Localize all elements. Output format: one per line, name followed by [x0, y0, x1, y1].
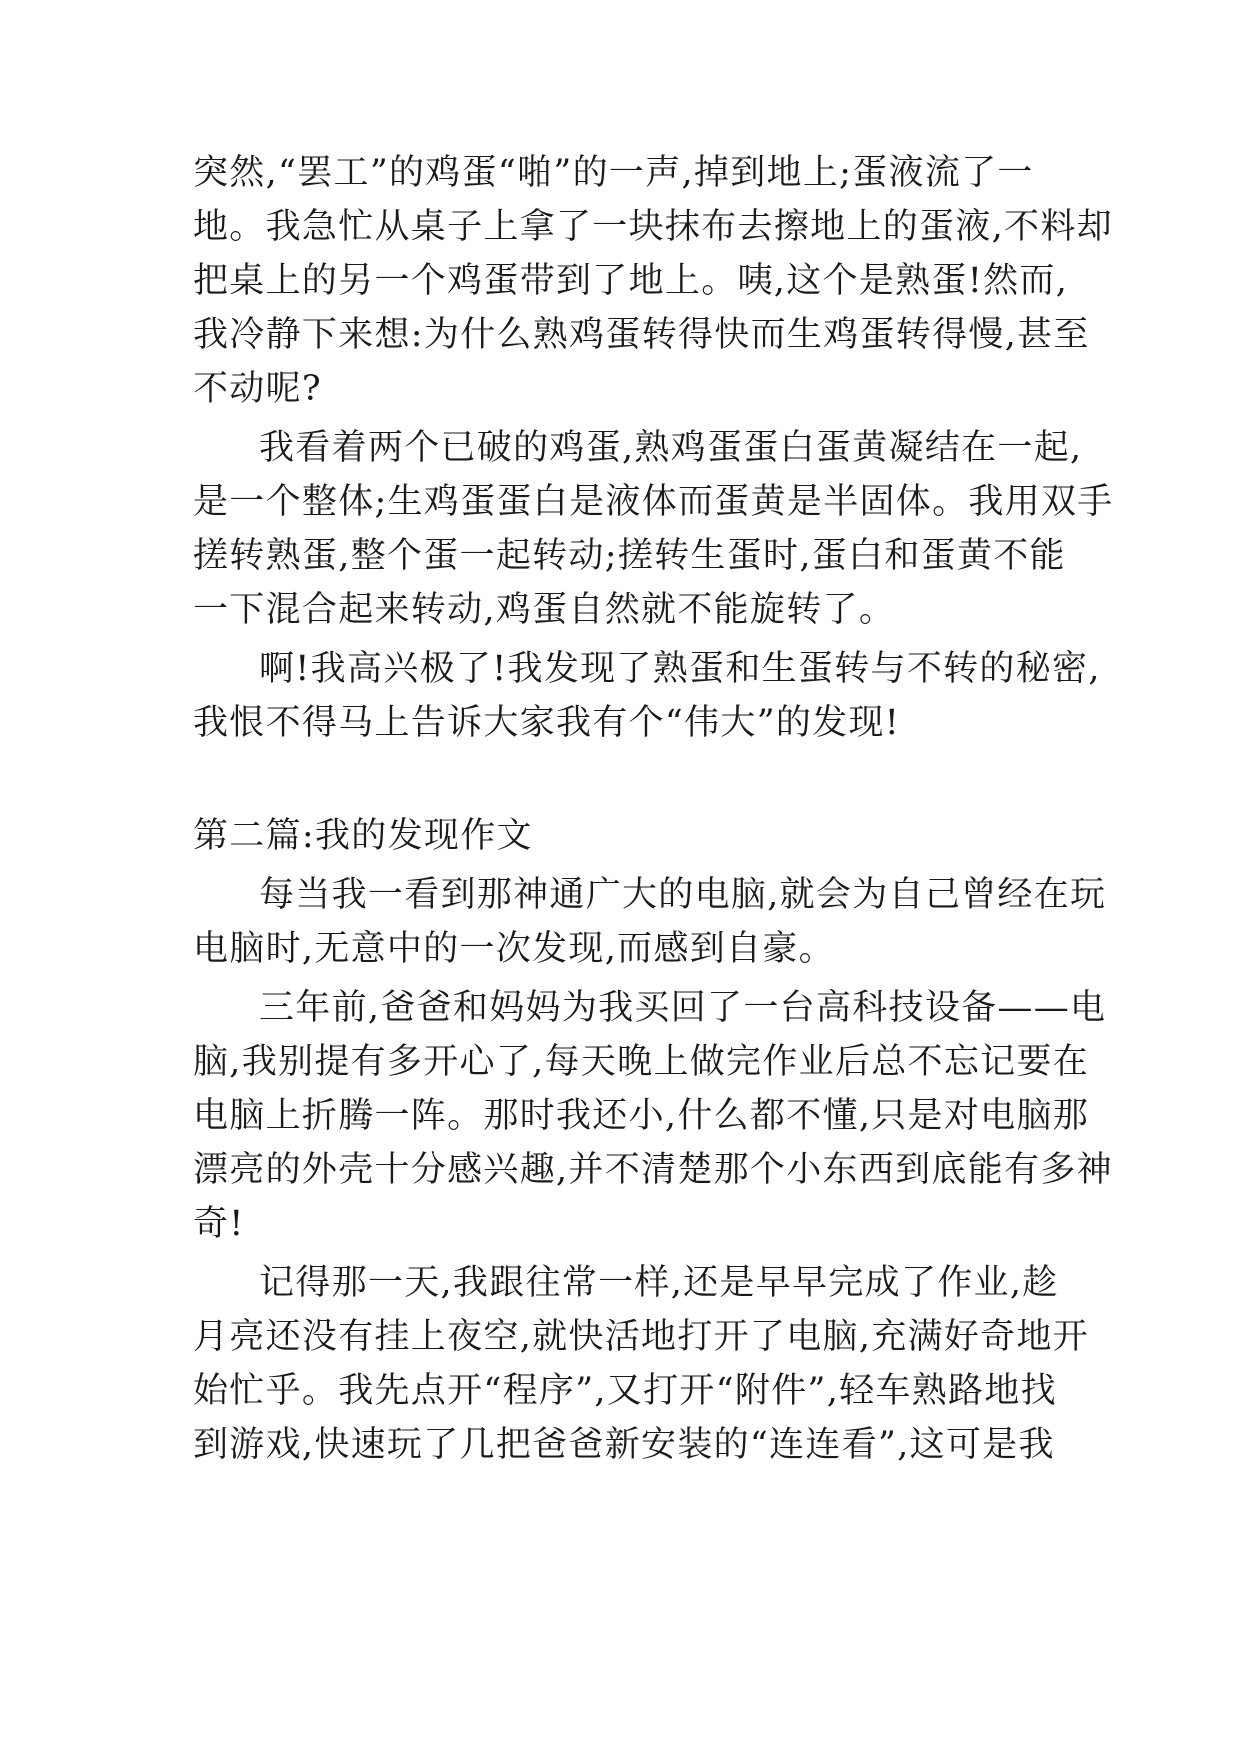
text-line: 搓转熟蛋,整个蛋一起转动;搓转生蛋时,蛋白和蛋黄不能 — [193, 536, 1066, 576]
text-line: 一下混合起来转动,鸡蛋自然就不能旋转了。 — [193, 590, 896, 630]
text-line: 我恨不得马上告诉大家我有个“伟大”的发现! — [193, 703, 901, 743]
paragraph-first-line: 我看着两个已破的鸡蛋,熟鸡蛋蛋白蛋黄凝结在一起, — [259, 428, 1083, 468]
paragraph-first-line: 记得那一天,我跟往常一样,还是早早完成了作业,趁 — [259, 1263, 1059, 1303]
text-line: 电脑时,无意中的一次发现,而感到自豪。 — [193, 929, 835, 969]
paragraph-first-line: 每当我一看到那神通广大的电脑,就会为自己曾经在玩 — [259, 875, 1107, 915]
text-line: 月亮还没有挂上夜空,就快活地打开了电脑,充满好奇地开 — [193, 1317, 1090, 1357]
text-line: 我冷静下来想:为什么熟鸡蛋转得快而生鸡蛋转得慢,甚至 — [193, 315, 1090, 355]
paragraph-first-line: 啊!我高兴极了!我发现了熟蛋和生蛋转与不转的秘密, — [259, 649, 1101, 689]
text-line: 电脑上折腾一阵。那时我还小,什么都不懂,只是对电脑那 — [193, 1096, 1090, 1136]
text-line: 把桌上的另一个鸡蛋带到了地上。咦,这个是熟蛋!然而, — [193, 261, 1069, 301]
text-line: 不动呢? — [193, 369, 322, 409]
text-line: 奇! — [193, 1204, 245, 1244]
text-line: 漂亮的外壳十分感兴趣,并不清楚那个小东西到底能有多神 — [193, 1150, 1113, 1190]
text-line: 突然,“罢工”的鸡蛋“啪”的一声,掉到地上;蛋液流了一 — [193, 153, 1034, 193]
section-heading: 第二篇:我的发现作文 — [193, 816, 533, 856]
paragraph-first-line: 三年前,爸爸和妈妈为我买回了一台高科技设备——电 — [259, 988, 1107, 1028]
text-line: 到游戏,快速玩了几把爸爸新安装的“连连看”,这可是我 — [193, 1425, 1055, 1465]
text-line: 脑,我别提有多开心了,每天晚上做完作业后总不忘记要在 — [193, 1042, 1090, 1082]
text-line: 始忙乎。我先点开“程序”,又打开“附件”,轻车熟路地找 — [193, 1371, 1057, 1411]
text-line: 是一个整体;生鸡蛋蛋白是液体而蛋黄是半固体。我用双手 — [193, 482, 1114, 522]
text-line: 地。我急忙从桌子上拿了一块抹布去擦地上的蛋液,不料却 — [193, 207, 1113, 247]
